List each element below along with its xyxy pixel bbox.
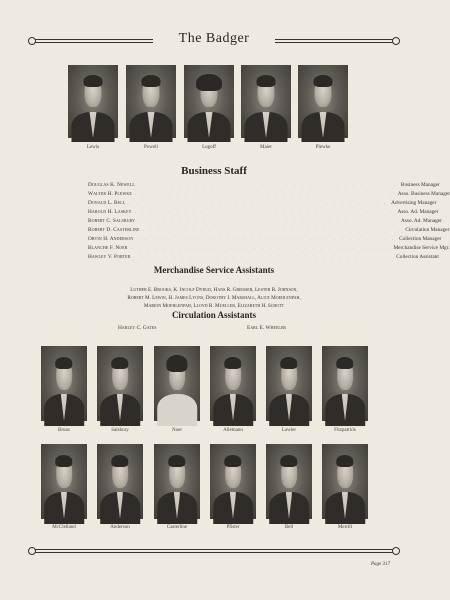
leader-dots: . . . . . . . . . . . . . . . . . . . . . . . . . . . . . . . . bbox=[137, 182, 398, 187]
staff-row bbox=[88, 198, 437, 207]
circulation-heading: Circulation Assistants bbox=[171, 310, 257, 320]
staff-title: Business Manager bbox=[400, 182, 440, 188]
staff-row bbox=[88, 189, 450, 198]
portrait-caption: Salsbury bbox=[111, 428, 129, 433]
portrait-caption: Anderson bbox=[110, 525, 130, 530]
staff-name: Walter H. Plewke bbox=[88, 191, 132, 197]
header-rule-ornament-right bbox=[392, 37, 400, 45]
staff-row bbox=[88, 225, 450, 234]
portrait bbox=[241, 65, 291, 149]
portrait bbox=[97, 444, 143, 534]
merchandise-line: Marion Moehlenpah, Lloyd R. Mueller, Elizabeth H. Schott bbox=[143, 303, 285, 309]
portrait bbox=[41, 444, 87, 534]
portrait bbox=[322, 346, 368, 436]
staff-title: Asso. Ad. Manager bbox=[400, 218, 442, 224]
merchandise-line: Luther E. Brooks, K. Incolf Dyrud, Hans R. Griesser, Lester R. Johnson, bbox=[130, 287, 298, 293]
portrait-caption: Plewke bbox=[315, 145, 331, 150]
staff-title: Collection Assistant bbox=[396, 254, 439, 260]
portrait bbox=[154, 444, 200, 534]
page-footer bbox=[30, 545, 398, 555]
portrait-photo bbox=[322, 444, 368, 519]
leader-dots: . . . . . . . . . . . . . . . . . . . . . . . . . . . . . . . . bbox=[134, 209, 395, 214]
staff-row bbox=[88, 252, 439, 261]
portrait-photo bbox=[97, 444, 143, 519]
portrait bbox=[68, 65, 118, 149]
staff-title: Circulation Manager bbox=[405, 227, 450, 233]
portrait-photo bbox=[41, 444, 87, 519]
staff-name: Blanche F. Noer bbox=[88, 245, 128, 251]
portrait-caption: Maier bbox=[260, 145, 272, 150]
portrait-caption: Lewis bbox=[86, 145, 100, 150]
page-header bbox=[30, 29, 398, 51]
portrait-photo bbox=[41, 346, 87, 421]
staff-row bbox=[88, 243, 450, 252]
portrait-caption: Powell bbox=[144, 145, 158, 150]
portrait-photo bbox=[126, 65, 176, 138]
portrait-photo bbox=[298, 65, 348, 138]
portrait bbox=[210, 346, 256, 436]
portrait-photo bbox=[210, 346, 256, 421]
footer-rule bbox=[33, 549, 395, 553]
merchandise-heading: Merchandise Service Assistants bbox=[153, 265, 275, 275]
portrait bbox=[322, 444, 368, 534]
portrait-photo bbox=[154, 444, 200, 519]
portrait-photo bbox=[241, 65, 291, 138]
merchandise-line: Robert M. Lewin, H. James Lyons, Dorothy I. Marshall, Alice Moehlenpah, bbox=[127, 295, 301, 301]
portrait bbox=[266, 346, 312, 436]
portrait-caption: Casterline bbox=[166, 525, 188, 530]
portrait-photo bbox=[266, 346, 312, 421]
portrait-caption: Lawler bbox=[281, 428, 297, 433]
staff-row bbox=[88, 207, 439, 216]
leader-dots: . . . . . . . . . . . . . . . . . . . . . . . . . . . . . . . . bbox=[142, 227, 403, 232]
leader-dots: . . . . . . . . . . . . . . . . . . . . . . . . . . . . . . . . bbox=[128, 200, 389, 205]
staff-name: Harold H. Laskey bbox=[88, 209, 132, 215]
portrait-photo bbox=[97, 346, 143, 421]
portrait-photo bbox=[322, 346, 368, 421]
header-rule-ornament-left bbox=[28, 37, 36, 45]
merchandise-names bbox=[60, 286, 368, 310]
leader-dots: . . . . . . . . . . . . . . . . . . . . . . . . . . . . . . . . bbox=[138, 218, 398, 223]
portrait bbox=[210, 444, 256, 534]
business-staff-heading: Business Staff bbox=[181, 165, 247, 177]
page-title: The Badger bbox=[178, 31, 250, 46]
leader-dots: . . . . . . . . . . . . . . . . . . . . . . . . . . . . . . . . bbox=[136, 236, 397, 241]
staff-title: Merchandise Service Mgr. bbox=[393, 245, 450, 251]
staff-name: Douglas K. Newell bbox=[88, 182, 135, 188]
portrait bbox=[41, 346, 87, 436]
portrait bbox=[298, 65, 348, 149]
portrait-caption: McClelland bbox=[52, 525, 76, 530]
portrait-photo bbox=[68, 65, 118, 138]
portrait-caption: Noer bbox=[172, 428, 182, 433]
staff-name: Robert D. Casterline bbox=[88, 227, 140, 233]
portrait bbox=[154, 346, 200, 436]
portrait-caption: Fitzpatrick bbox=[334, 428, 356, 433]
portrait-photo bbox=[184, 65, 234, 138]
portrait-photo bbox=[266, 444, 312, 519]
leader-dots: . . . . . . . . . . . . . . . . . . . . . . . . . . . . . . . . bbox=[133, 254, 394, 259]
staff-row bbox=[88, 234, 442, 243]
portrait-photo bbox=[210, 444, 256, 519]
leader-dots: . . . . . . . . . . . . . . . . . . . . . . . . . . . . . . . . bbox=[134, 191, 395, 196]
header-rule-left bbox=[33, 39, 153, 43]
staff-name: Orvin H. Anderson bbox=[88, 236, 134, 242]
footer-rule-ornament-left bbox=[28, 547, 36, 555]
staff-title: Collection Manager bbox=[399, 236, 442, 242]
staff-row bbox=[88, 216, 442, 225]
portrait bbox=[97, 346, 143, 436]
footer-rule-ornament-right bbox=[392, 547, 400, 555]
portrait-caption: Bruns bbox=[58, 428, 70, 433]
portrait-caption: Allemann bbox=[223, 428, 243, 433]
portrait-caption: Merrill bbox=[337, 525, 353, 530]
portrait bbox=[126, 65, 176, 149]
staff-name: Hawley V. Porter bbox=[88, 254, 131, 260]
staff-row bbox=[88, 180, 440, 189]
circulation-name: Earl E. Wheeler bbox=[247, 325, 286, 331]
portrait bbox=[184, 65, 234, 149]
staff-title: Advertising Manager bbox=[391, 200, 437, 206]
leader-dots: . . . . . . . . . . . . . . . . . . . . . . . . . . . . . . . . bbox=[130, 245, 391, 250]
portrait-photo bbox=[154, 346, 200, 421]
portrait-caption: Pfister bbox=[226, 525, 240, 530]
staff-name: Donald L. Bell bbox=[88, 200, 126, 206]
business-staff-list bbox=[88, 180, 450, 261]
portrait-caption: Bell bbox=[284, 525, 294, 530]
staff-title: Asso. Business Manager bbox=[397, 191, 450, 197]
circulation-name: Harley C. Gates bbox=[118, 325, 157, 331]
staff-name: Robert C. Salsbury bbox=[88, 218, 136, 224]
staff-title: Asso. Ad. Manager bbox=[397, 209, 439, 215]
portrait bbox=[266, 444, 312, 534]
page-number: Page 317 bbox=[370, 562, 390, 567]
portrait-caption: Lugoff bbox=[202, 145, 216, 150]
header-rule-right bbox=[275, 39, 395, 43]
